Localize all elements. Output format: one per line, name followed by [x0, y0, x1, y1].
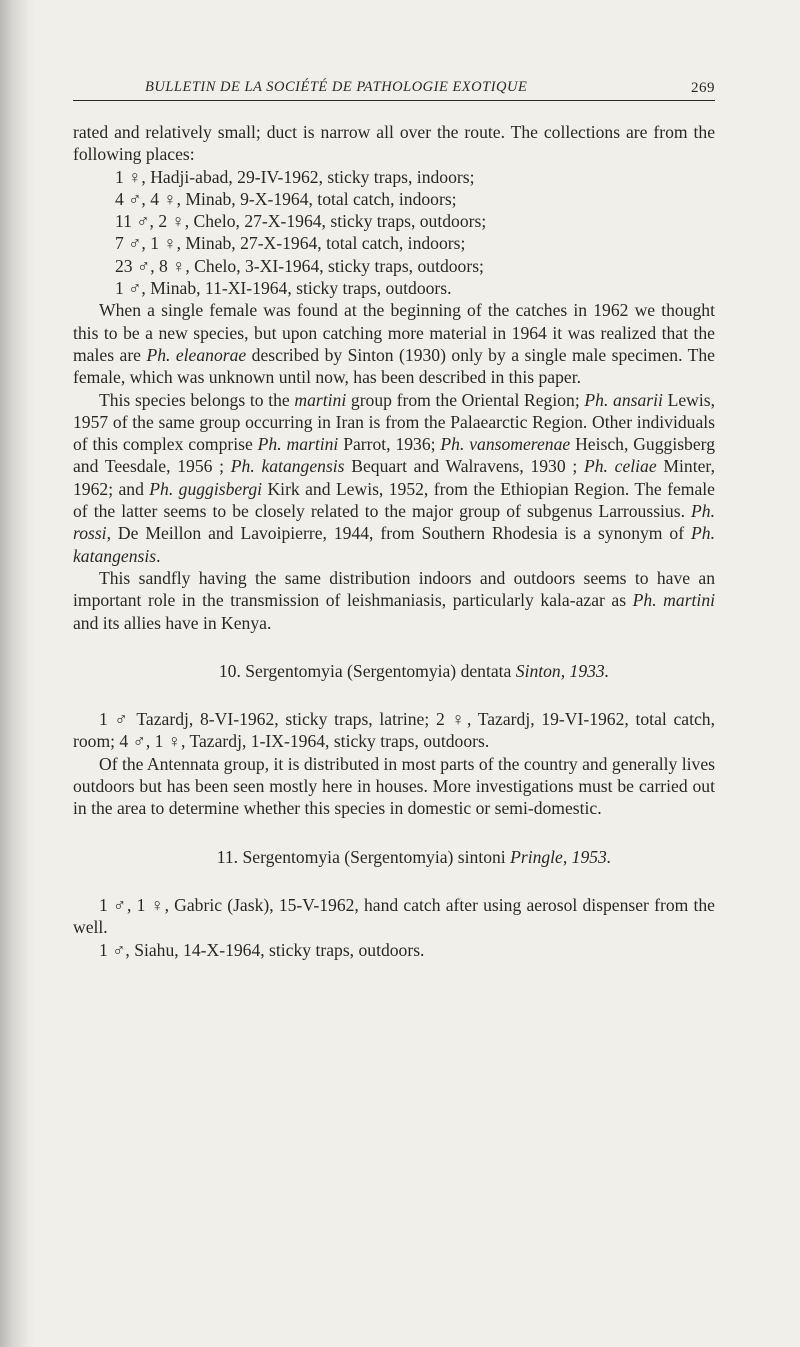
species-10-description: Of the Antennata group, it is distributed in most parts of the country and generally lives outdoors but has been seen mostly here in houses. More investigations must be carried out in the area to determine whether this species in domestic or semi-domestic.	[73, 753, 715, 819]
species-10-records: 1 ♂ Tazardj, 8-VI-1962, sticky traps, latrine; 2 ♀, Tazardj, 19-VI-1962, total catch, room; 4 ♂, 1 ♀, Tazardj, 1-IX-1964, sticky traps, outdoors.	[73, 709, 715, 752]
species-11-record: 1 ♂, Siahu, 14-X-1964, sticky traps, outdoors.	[99, 939, 425, 960]
species-heading-11: 11. Sergentomyia (Sergentomyia) sintoni Pringle, 1953.	[216, 846, 612, 867]
species-11-record: 1 ♂, 1 ♀, Gabric (Jask), 15-V-1962, hand catch after using aerosol dispenser from the well.	[73, 894, 715, 938]
collection-record: 1 ♂, Minab, 11-XI-1964, sticky traps, outdoors.	[115, 278, 452, 299]
species-heading-10: 10. Sergentomyia (Sergentomyia) dentata Sinton, 1933.	[218, 660, 610, 681]
collection-record: 23 ♂, 8 ♀, Chelo, 3-XI-1964, sticky traps, outdoors;	[115, 255, 484, 276]
collection-record: 1 ♀, Hadji-abad, 29-IV-1962, sticky traps, indoors;	[115, 166, 475, 187]
journal-title: BULLETIN DE LA SOCIÉTÉ DE PATHOLOGIE EXOTIQUE	[145, 79, 528, 95]
page-gutter-shadow	[0, 0, 36, 1347]
collection-record: 11 ♂, 2 ♀, Chelo, 27-X-1964, sticky traps, outdoors;	[115, 211, 487, 232]
paragraph-distribution: This sandfly having the same distribution indoors and outdoors seems to have an important role in the transmission of leishmaniasis, particularly kala-azar as Ph. martini and its allies have in Kenya.	[73, 567, 715, 633]
collection-record: 4 ♂, 4 ♀, Minab, 9-X-1964, total catch, indoors;	[115, 188, 457, 209]
paragraph-eleanorae: When a single female was found at the beginning of the catches in 1962 we thought this to be a new species, but upon catching more material in 1964 it was realized that the males are Ph. eleanorae described by Sinton (1930) only by a single male specimen. The female, which was unknown until now, has been described in this paper.	[73, 300, 715, 388]
page-number: 269	[691, 80, 715, 96]
running-header	[73, 72, 715, 101]
intro-paragraph: rated and relatively small; duct is narrow all over the route. The collections are from the following places:	[73, 122, 715, 165]
collection-record: 7 ♂, 1 ♀, Minab, 27-X-1964, total catch, indoors;	[115, 233, 466, 254]
document-page	[73, 72, 715, 961]
paragraph-martini-group: This species belongs to the martini group from the Oriental Region; Ph. ansarii Lewis, 1957 of the same group occurring in Iran is from the Palaearctic Region. Other individuals of this complex comprise Ph. martini Parrot, 1936; Ph. vansomerenae Heisch, Guggisberg and Teesdale, 1956 ; Ph. katangensis Bequart and Walravens, 1930 ; Ph. celiae Minter, 1962; and Ph. guggisbergi Kirk and Lewis, 1952, from the Ethiopian Region. The female of the latter seems to be closely related to the major group of subgenus Larroussius. Ph. rossi, De Meillon and Lavoipierre, 1944, from Southern Rhodesia is a synonym of Ph. katangensis.	[73, 389, 716, 566]
article-body	[73, 121, 715, 961]
